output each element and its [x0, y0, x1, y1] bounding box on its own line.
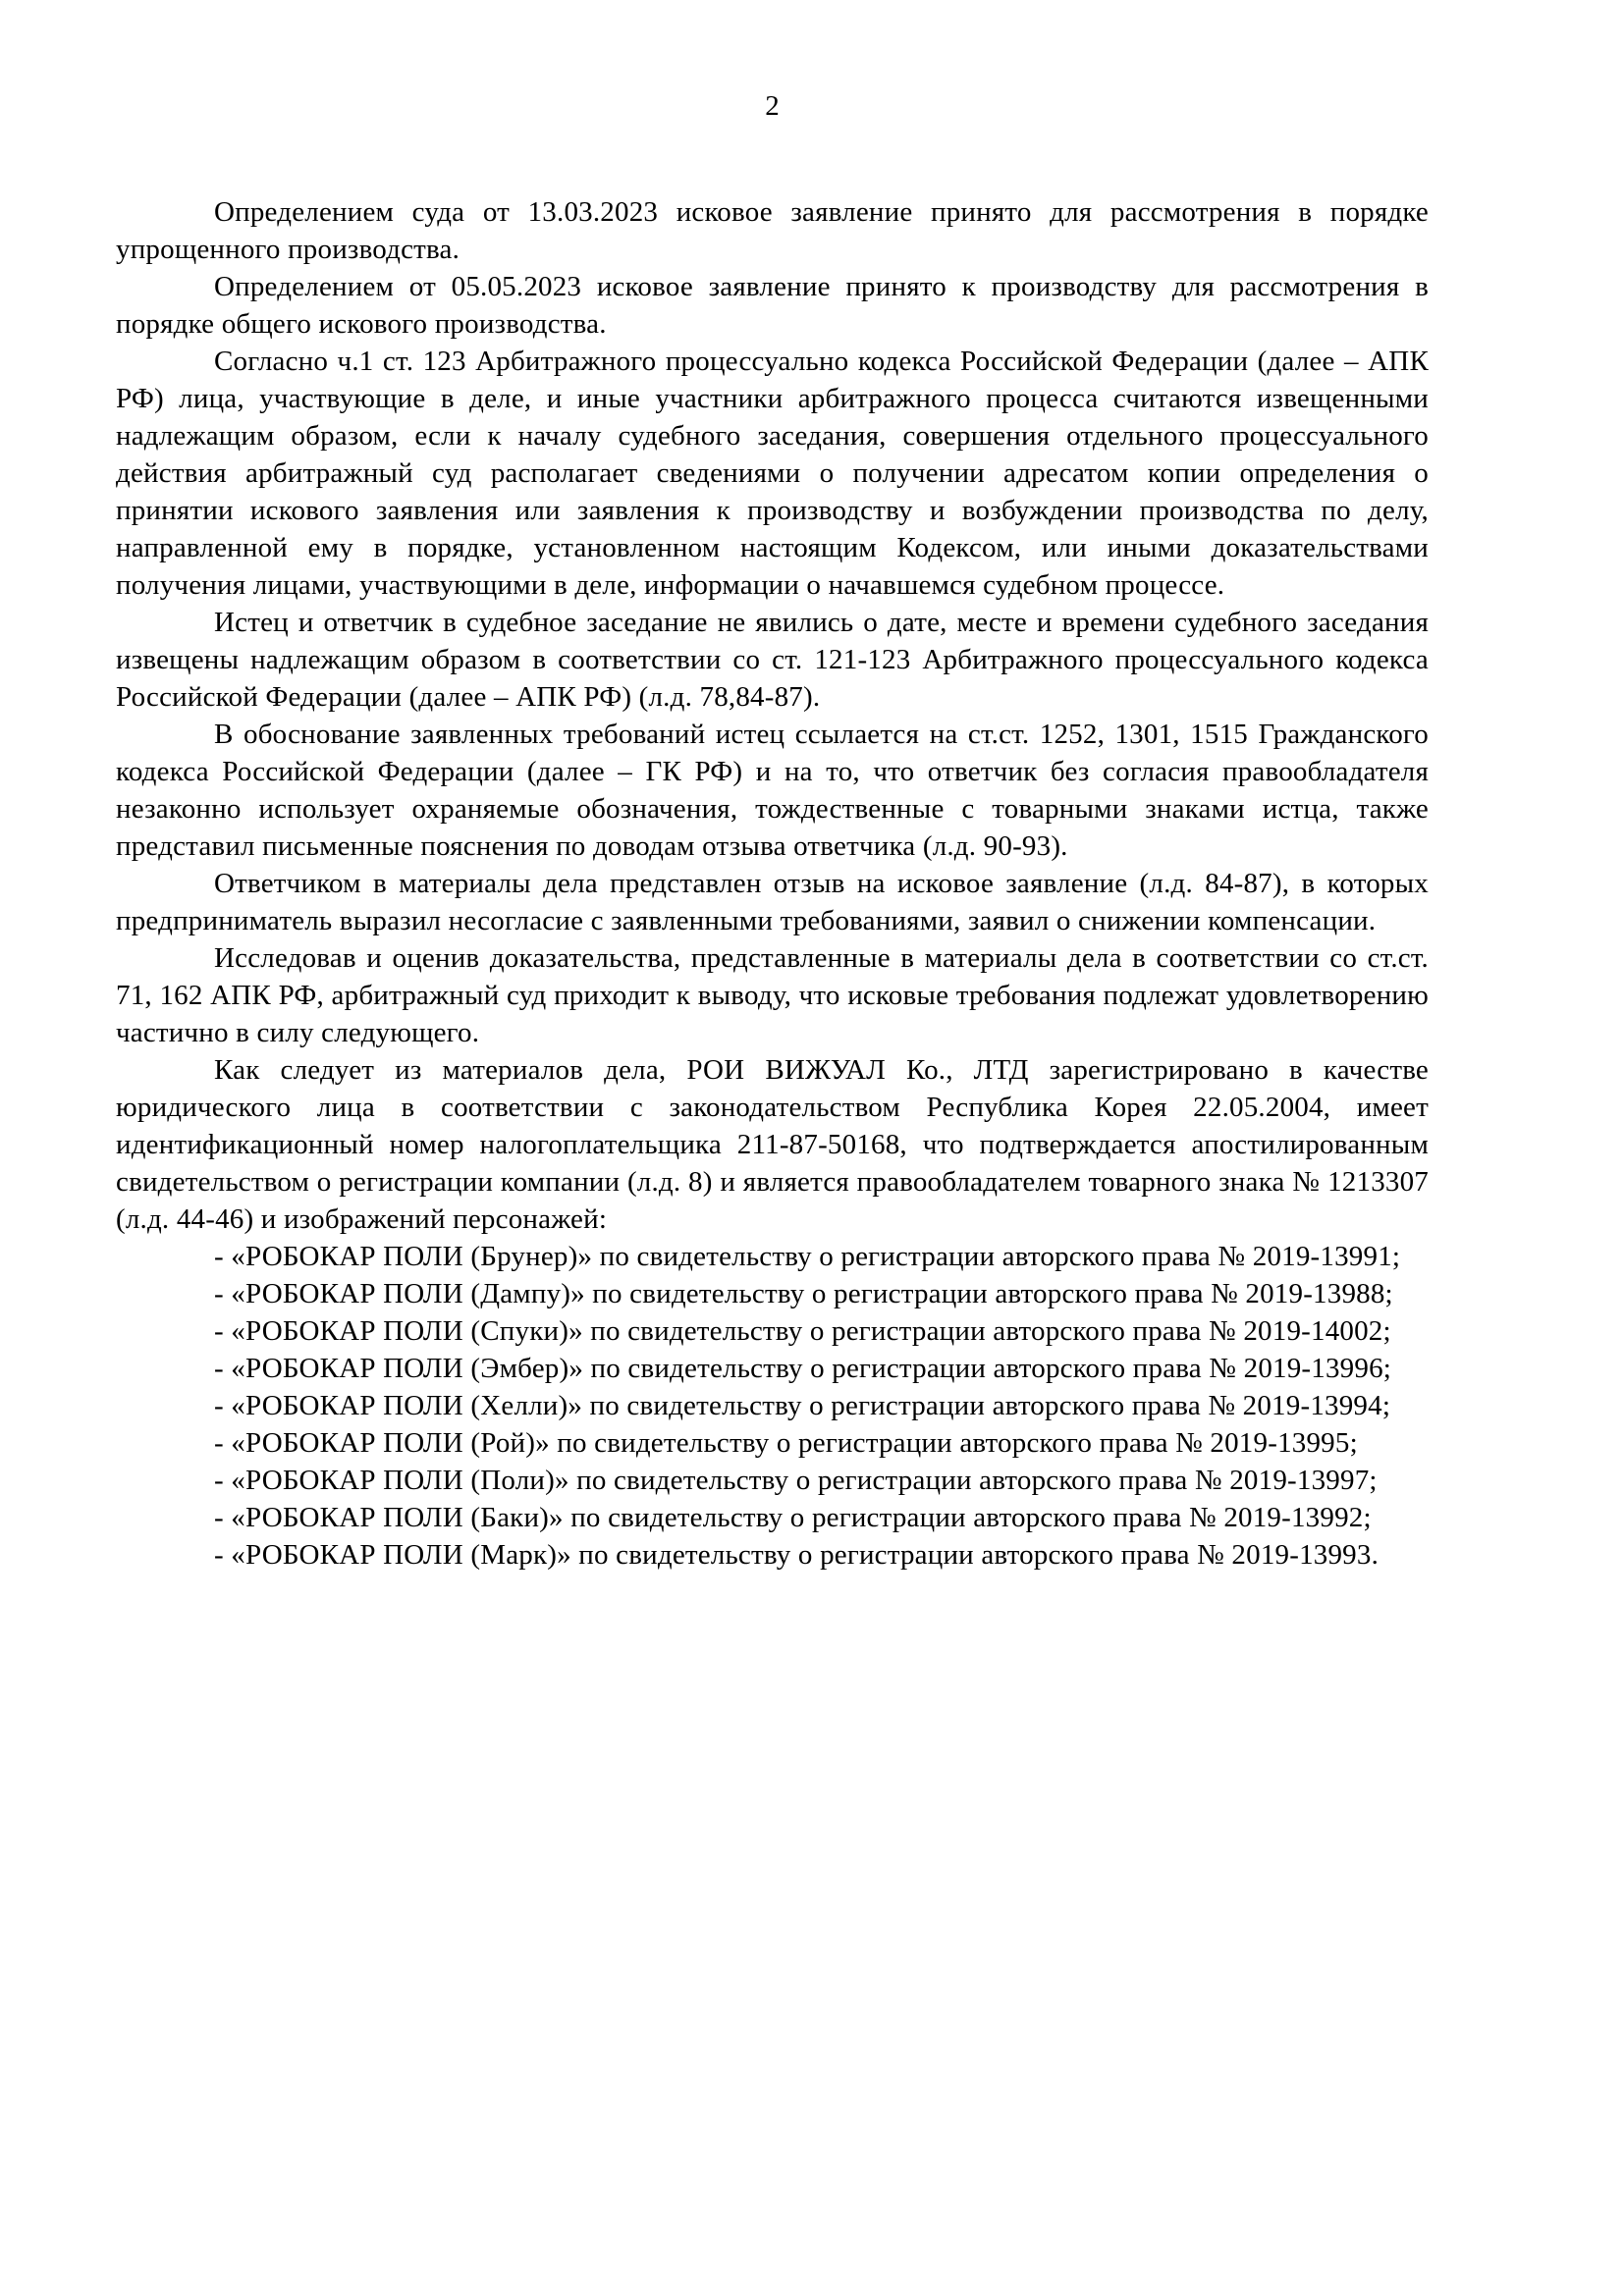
list-item-paragraph: - «РОБОКАР ПОЛИ (Рой)» по свидетельству о регистрации авторского права № 2019-13995;: [214, 1427, 1358, 1459]
list-item-paragraph: - «РОБОКАР ПОЛИ (Марк)» по свидетельству о регистрации авторского права № 2019-13993.: [214, 1539, 1380, 1571]
list-item-paragraph: - «РОБОКАР ПОЛИ (Баки)» по свидетельству о регистрации авторского права № 2019-13992;: [214, 1502, 1372, 1533]
list-item-paragraph: - «РОБОКАР ПОЛИ (Хелли)» по свидетельству о регистрации авторского права № 2019-13994;: [214, 1390, 1391, 1421]
paragraph: Как следует из материалов дела, РОИ ВИЖУАЛ Ко., ЛТД зарегистрировано в качестве юридического лица в соответствии с законодательством Республика Корея 22.05.2004, имеет идентификационный номер налогоплательщика 211-87-50168, что подтверждается апостилированным свидетельством о регистрации компании (л.д. 8) и является правообладателем товарного знака № 1213307 (л.д. 44-46) и изображений персонажей:: [116, 1054, 1429, 1235]
paragraph: Определением суда от 13.03.2023 исковое заявление принято для рассмотрения в порядке упрощенного производства.: [116, 196, 1429, 265]
paragraph: Согласно ч.1 ст. 123 Арбитражного процессуально кодекса Российской Федерации (далее – АПК РФ) лица, участвующие в деле, и иные участники арбитражного процесса считаются извещенными надлежащим образом, если к началу судебного заседания, совершения отдельного процессуального действия арбитражный суд располагает сведениями о получении адресатом копии определения о принятии искового заявления или заявления к производству и возбуждении производства по делу, направленной ему в порядке, установленном настоящим Кодексом, или иными доказательствами получения лицами, участвующими в деле, информации о начавшемся судебном процессе.: [116, 346, 1429, 601]
paragraph: Определением от 05.05.2023 исковое заявление принято к производству для рассмотрения в порядке общего искового производства.: [116, 271, 1429, 340]
paragraph: Истец и ответчик в судебное заседание не явились о дате, месте и времени судебного заседания извещены надлежащим образом в соответствии со ст. 121-123 Арбитражного процессуального кодекса Российской Федерации (далее – АПК РФ) (л.д. 78,84-87).: [116, 607, 1429, 713]
list-item-paragraph: - «РОБОКАР ПОЛИ (Брунер)» по свидетельству о регистрации авторского права № 2019-13991;: [214, 1241, 1401, 1272]
document-body: [116, 193, 1429, 1574]
paragraph: Исследовав и оценив доказательства, представленные в материалы дела в соответствии со ст.ст. 71, 162 АПК РФ, арбитражный суд приходит к выводу, что исковые требования подлежат удовлетворению частично в силу следующего.: [116, 942, 1429, 1048]
list-item-paragraph: - «РОБОКАР ПОЛИ (Спуки)» по свидетельству о регистрации авторского права № 2019-14002;: [214, 1315, 1391, 1347]
list-item-paragraph: - «РОБОКАР ПОЛИ (Дампу)» по свидетельству о регистрации авторского права № 2019-13988;: [214, 1278, 1393, 1309]
paragraph: В обоснование заявленных требований истец ссылается на ст.ст. 1252, 1301, 1515 Гражданского кодекса Российской Федерации (далее – ГК РФ) и на то, что ответчик без согласия правообладателя незаконно использует охраняемые обозначения, тождественные с товарными знаками истца, также представил письменные пояснения по доводам отзыва ответчика (л.д. 90-93).: [116, 719, 1429, 862]
page-number: 2: [765, 90, 780, 122]
paragraph: Ответчиком в материалы дела представлен отзыв на исковое заявление (л.д. 84-87), в которых предприниматель выразил несогласие с заявленными требованиями, заявил о снижении компенсации.: [116, 868, 1429, 936]
list-item-paragraph: - «РОБОКАР ПОЛИ (Поли)» по свидетельству о регистрации авторского права № 2019-13997;: [214, 1465, 1378, 1496]
list-item-paragraph: - «РОБОКАР ПОЛИ (Эмбер)» по свидетельству о регистрации авторского права № 2019-13996;: [214, 1353, 1392, 1384]
